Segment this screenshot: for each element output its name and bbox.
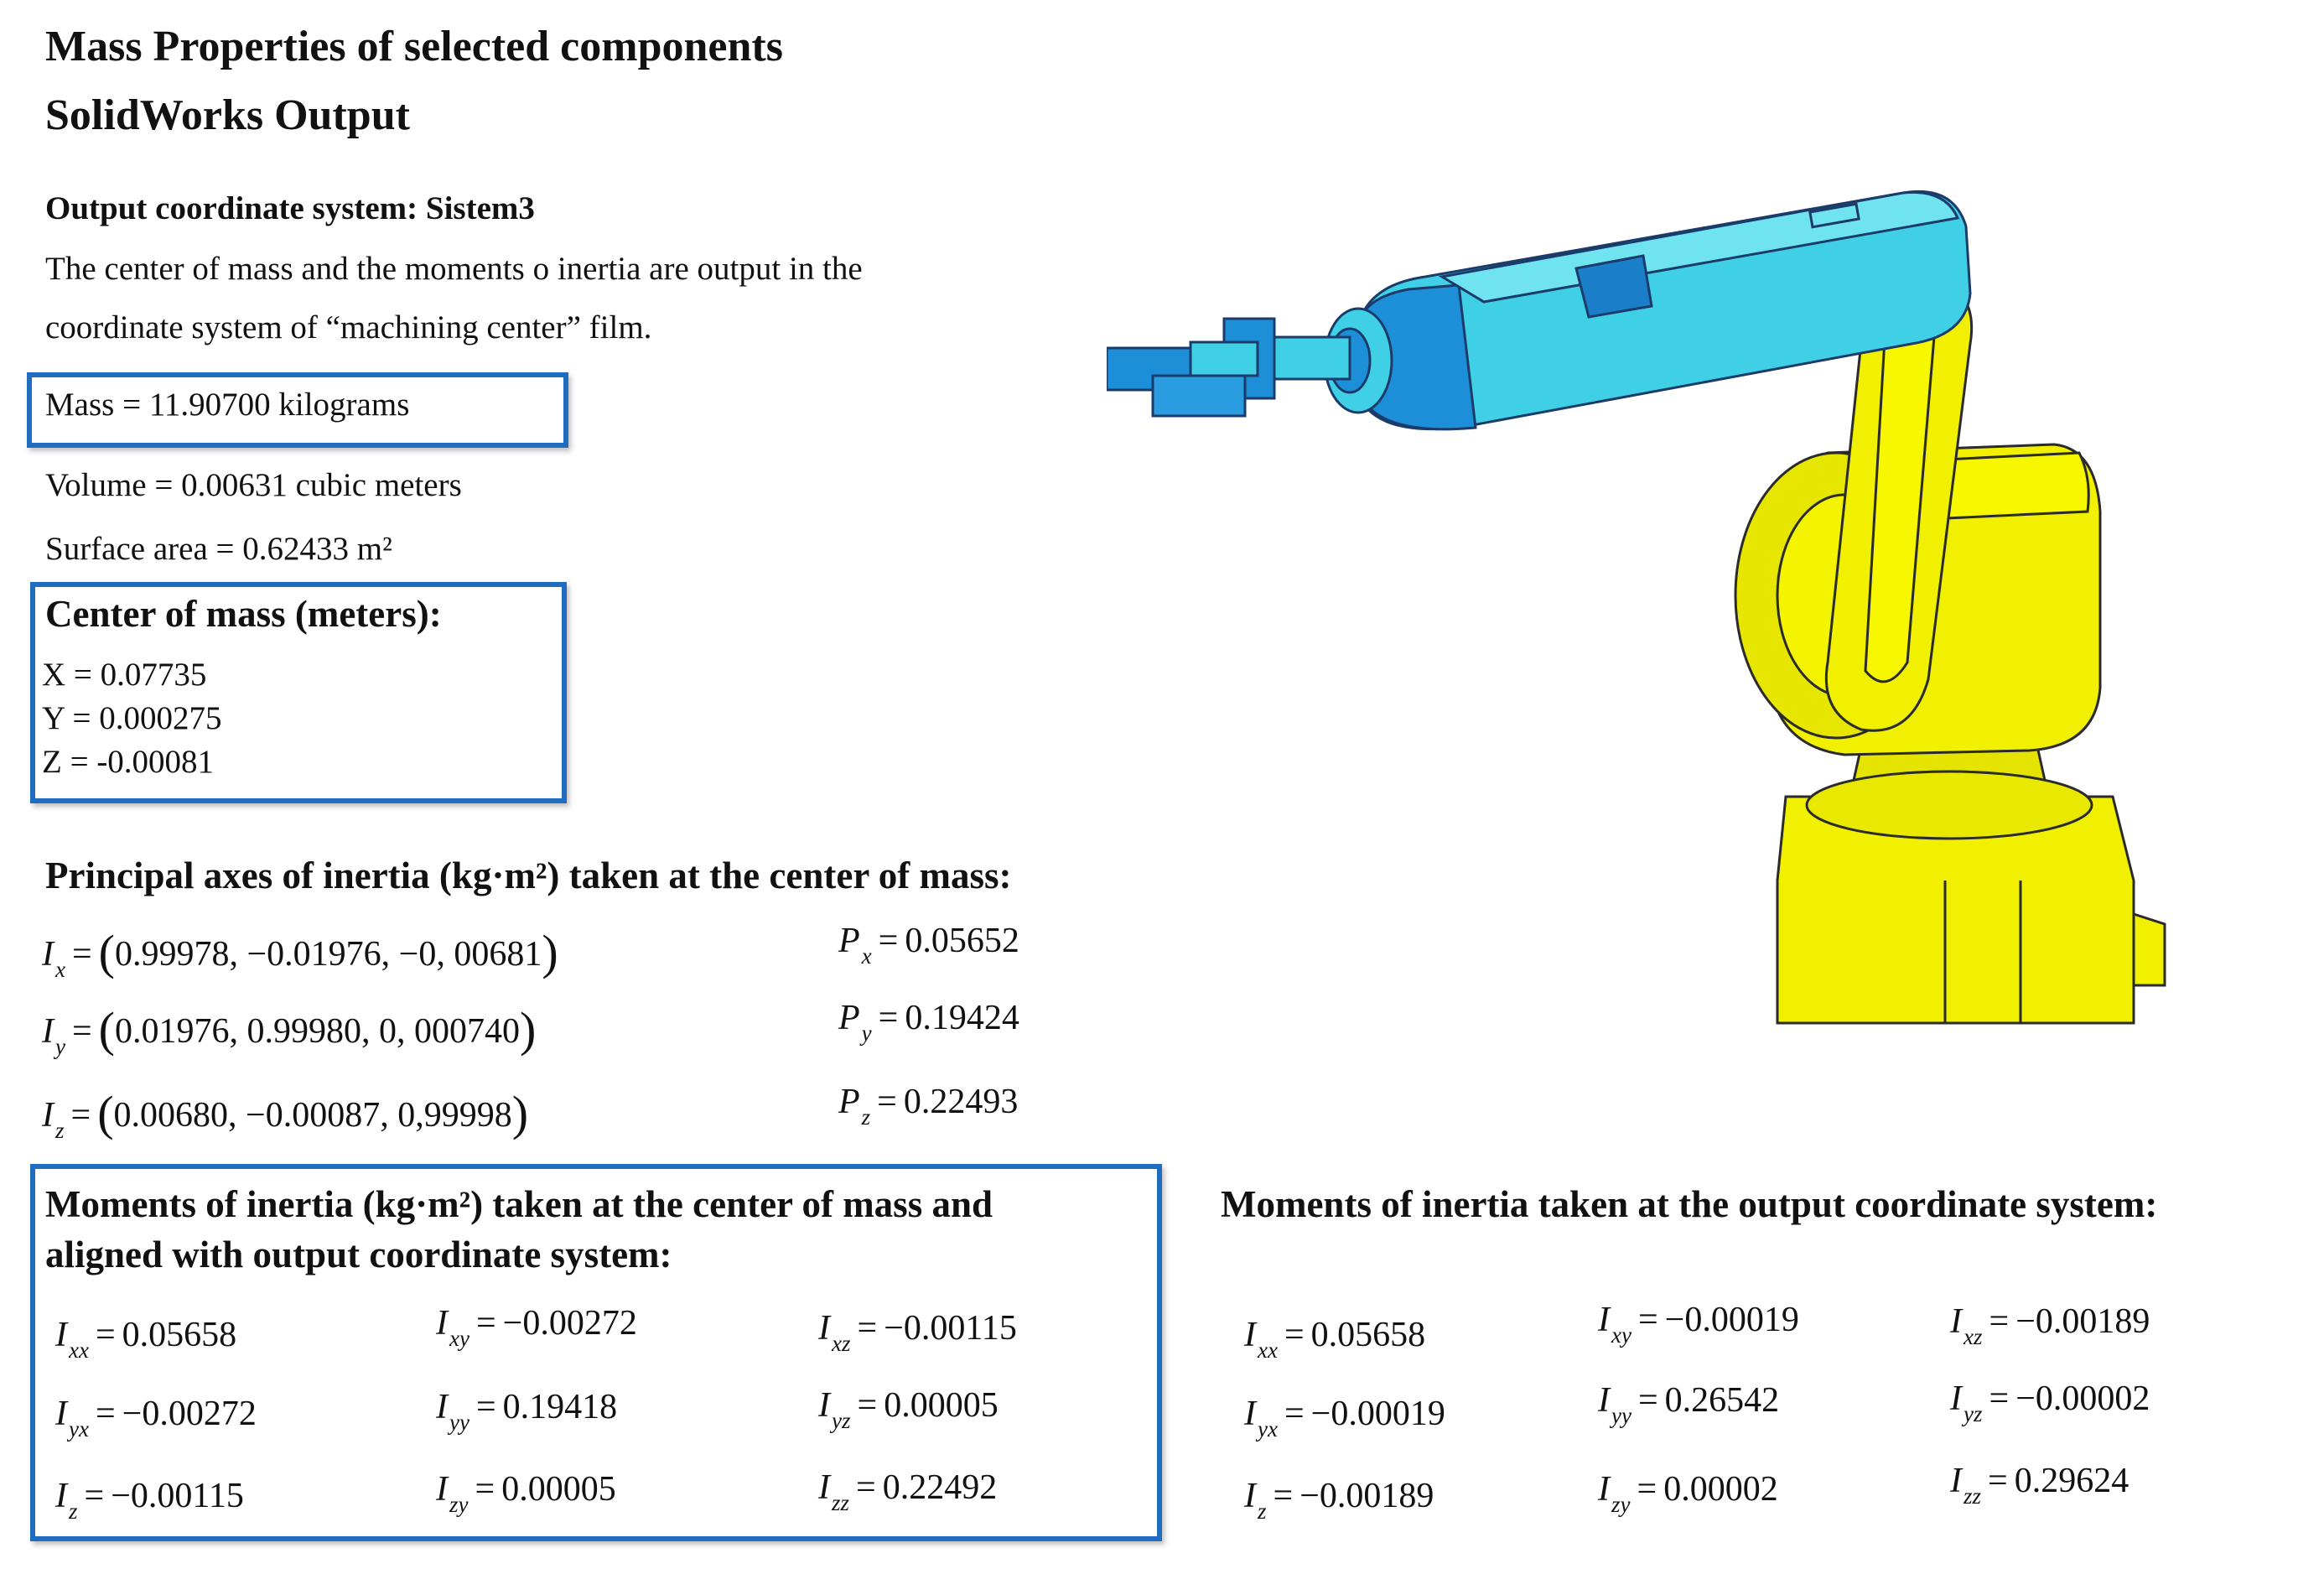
inertia-symbol: I [1950, 1379, 1962, 1418]
equals-sign: = [475, 1470, 495, 1509]
principal-moment [838, 921, 1019, 969]
description-line-1: The center of mass and the moments o inertia are output in the [45, 251, 863, 287]
inertia-tensor-entry [1244, 1315, 1426, 1363]
inertia-tensor-entry [1244, 1394, 1445, 1442]
tensor-subscript: yy [449, 1410, 469, 1435]
inertia-tensor-entry [1598, 1469, 1778, 1517]
inertia-symbol: I [1598, 1381, 1610, 1420]
tensor-subscript: zy [1611, 1492, 1631, 1517]
moments-output-heading: Moments of inertia taken at the output coordinate system: [1221, 1183, 2158, 1225]
axis-vector: 0.99978, −0.01976, −0, 00681 [115, 935, 542, 974]
tensor-subscript: zz [1963, 1483, 1982, 1509]
tensor-subscript: z [1258, 1499, 1267, 1524]
inertia-symbol: I [436, 1388, 448, 1426]
tensor-value: −0.00272 [502, 1304, 637, 1343]
principal-moment [838, 998, 1019, 1046]
tensor-value: −0.00272 [122, 1395, 257, 1433]
inertia-symbol: I [1244, 1316, 1256, 1354]
document-subtitle: SolidWorks Output [45, 91, 410, 139]
tensor-value: 0.29624 [2014, 1462, 2129, 1500]
inertia-symbol: I [55, 1477, 67, 1515]
document-title: Mass Properties of selected components [45, 23, 783, 70]
tensor-subscript: xx [1258, 1338, 1278, 1363]
right-paren: ) [520, 1002, 537, 1057]
inertia-symbol: I [55, 1316, 67, 1354]
inertia-tensor-entry [818, 1468, 998, 1515]
volume-value: Volume = 0.00631 cubic meters [45, 467, 462, 503]
equals-sign: = [84, 1477, 105, 1515]
equals-sign: = [1637, 1301, 1658, 1339]
inertia-tensor-entry [436, 1387, 618, 1435]
equals-sign: = [475, 1388, 496, 1426]
inertia-symbol: I [436, 1470, 448, 1509]
equals-sign: = [1273, 1477, 1294, 1515]
robot-gripper [1107, 342, 1258, 416]
tensor-subscript: xz [1963, 1324, 1983, 1349]
tensor-value: −0.00189 [1299, 1477, 1434, 1515]
inertia-tensor-entry [1950, 1461, 2129, 1509]
principal-moment-symbol: P [838, 922, 860, 960]
tensor-value: 0.00005 [501, 1470, 616, 1509]
equals-sign: = [95, 1316, 116, 1354]
tensor-subscript: yy [1611, 1403, 1631, 1428]
inertia-symbol: I [1244, 1477, 1256, 1515]
tensor-value: 0.05658 [122, 1316, 237, 1354]
principal-moment-subscript: y [861, 1021, 872, 1046]
inertia-symbol: I [436, 1304, 448, 1343]
equals-sign: = [1637, 1381, 1658, 1420]
axis-subscript: x [55, 957, 65, 982]
principal-axis-row [42, 921, 558, 982]
inertia-tensor-entry [55, 1394, 257, 1442]
tensor-subscript: yz [832, 1408, 851, 1433]
left-paren: ( [97, 1086, 114, 1140]
tensor-subscript: zy [449, 1492, 469, 1517]
tensor-value: 0.05658 [1310, 1316, 1426, 1354]
surface-area-value: Surface area = 0.62433 m² [45, 531, 392, 567]
equals-sign: = [1989, 1302, 2010, 1341]
inertia-symbol: I [818, 1386, 830, 1425]
tensor-value: −0.00019 [1664, 1301, 1799, 1339]
left-paren: ( [98, 925, 115, 979]
inertia-symbol: I [818, 1468, 830, 1507]
equals-sign: = [878, 999, 899, 1037]
principal-moment-subscript: z [861, 1104, 871, 1130]
axis-subscript: z [55, 1118, 65, 1143]
inertia-tensor-entry [436, 1303, 637, 1351]
right-paren: ) [511, 1086, 529, 1140]
axis-vector: 0.00680, −0.00087, 0,99998 [113, 1096, 512, 1135]
equals-sign: = [71, 935, 92, 974]
moments-cm-heading-line-2: aligned with output coordinate system: [45, 1234, 672, 1275]
tensor-value: −0.00189 [2015, 1302, 2150, 1341]
tensor-value: −0.00115 [111, 1477, 244, 1515]
axis-subscript: y [55, 1034, 65, 1059]
inertia-tensor-entry [436, 1469, 616, 1517]
equals-sign: = [71, 1012, 92, 1051]
inertia-tensor-entry [1950, 1301, 2150, 1349]
equals-sign: = [1988, 1462, 2008, 1500]
center-of-mass-z: Z = -0.00081 [42, 744, 215, 780]
principal-moment-value: 0.22493 [903, 1083, 1019, 1121]
principal-moment-symbol: P [838, 999, 860, 1037]
tensor-subscript: zz [832, 1490, 850, 1515]
moments-cm-heading-line-1: Moments of inertia (kg·m²) taken at the center of mass and [45, 1183, 993, 1225]
tensor-value: 0.19418 [502, 1388, 618, 1426]
robot-base [1777, 746, 2165, 1023]
inertia-symbol: I [818, 1309, 830, 1348]
equals-sign: = [877, 1083, 897, 1121]
principal-axes-heading: Principal axes of inertia (kg·m²) taken at the center of mass: [45, 855, 1012, 896]
inertia-tensor-entry [818, 1308, 1017, 1356]
principal-moment-value: 0.19424 [905, 999, 1019, 1037]
tensor-subscript: xx [69, 1338, 89, 1363]
tensor-value: −0.00002 [2015, 1379, 2150, 1418]
principal-moment-subscript: x [861, 943, 872, 969]
inertia-symbol: I [42, 935, 54, 974]
equals-sign: = [1989, 1379, 2010, 1418]
inertia-symbol: I [1598, 1470, 1610, 1509]
tensor-subscript: yz [1963, 1401, 1983, 1426]
inertia-symbol: I [1950, 1302, 1962, 1341]
center-of-mass-y: Y = 0.000275 [42, 700, 222, 736]
robot-arm-image [1107, 159, 2180, 1031]
description-line-2: coordinate system of “machining center” film. [45, 309, 652, 345]
inertia-tensor-entry [1244, 1476, 1434, 1524]
inertia-tensor-entry [1598, 1300, 1799, 1348]
inertia-tensor-entry [1950, 1379, 2150, 1426]
equals-sign: = [1284, 1395, 1305, 1433]
axis-vector: 0.01976, 0.99980, 0, 000740 [115, 1012, 520, 1051]
inertia-symbol: I [42, 1096, 54, 1135]
equals-sign: = [1637, 1470, 1657, 1509]
tensor-value: 0.26542 [1664, 1381, 1780, 1420]
center-of-mass-heading: Center of mass (meters): [45, 593, 442, 635]
principal-moment-symbol: P [838, 1083, 860, 1121]
coordinate-system-label: Output coordinate system: Sistem3 [45, 190, 535, 226]
principal-moment-value: 0.05652 [905, 922, 1019, 960]
equals-sign: = [1284, 1316, 1305, 1354]
tensor-value: −0.00019 [1310, 1395, 1445, 1433]
inertia-symbol: I [55, 1395, 67, 1433]
equals-sign: = [857, 1386, 878, 1425]
inertia-symbol: I [1598, 1301, 1610, 1339]
equals-sign: = [475, 1304, 496, 1343]
principal-axis-row [42, 998, 537, 1059]
left-paren: ( [98, 1002, 115, 1057]
tensor-subscript: z [69, 1499, 78, 1524]
inertia-symbol: I [1950, 1462, 1962, 1500]
tensor-subscript: xy [1611, 1322, 1631, 1348]
principal-moment [838, 1082, 1019, 1130]
tensor-value: −0.00115 [884, 1309, 1017, 1348]
inertia-tensor-entry [818, 1385, 999, 1433]
principal-axis-row [42, 1082, 529, 1143]
equals-sign: = [878, 922, 899, 960]
inertia-tensor-entry [55, 1315, 237, 1363]
center-of-mass-x: X = 0.07735 [42, 657, 207, 693]
equals-sign: = [95, 1395, 116, 1433]
inertia-tensor-entry [1598, 1380, 1780, 1428]
tensor-subscript: yx [69, 1416, 89, 1442]
mass-value: Mass = 11.90700 kilograms [45, 387, 410, 423]
inertia-tensor-entry [55, 1476, 244, 1524]
equals-sign: = [856, 1468, 876, 1507]
inertia-symbol: I [42, 1012, 54, 1051]
right-paren: ) [542, 925, 558, 979]
tensor-value: 0.00002 [1663, 1470, 1778, 1509]
tensor-value: 0.00005 [884, 1386, 999, 1425]
tensor-subscript: yx [1258, 1416, 1278, 1442]
equals-sign: = [70, 1096, 91, 1135]
equals-sign: = [857, 1309, 878, 1348]
tensor-subscript: xy [449, 1326, 469, 1351]
tensor-value: 0.22492 [882, 1468, 998, 1507]
tensor-subscript: xz [832, 1331, 851, 1356]
inertia-symbol: I [1244, 1395, 1256, 1433]
